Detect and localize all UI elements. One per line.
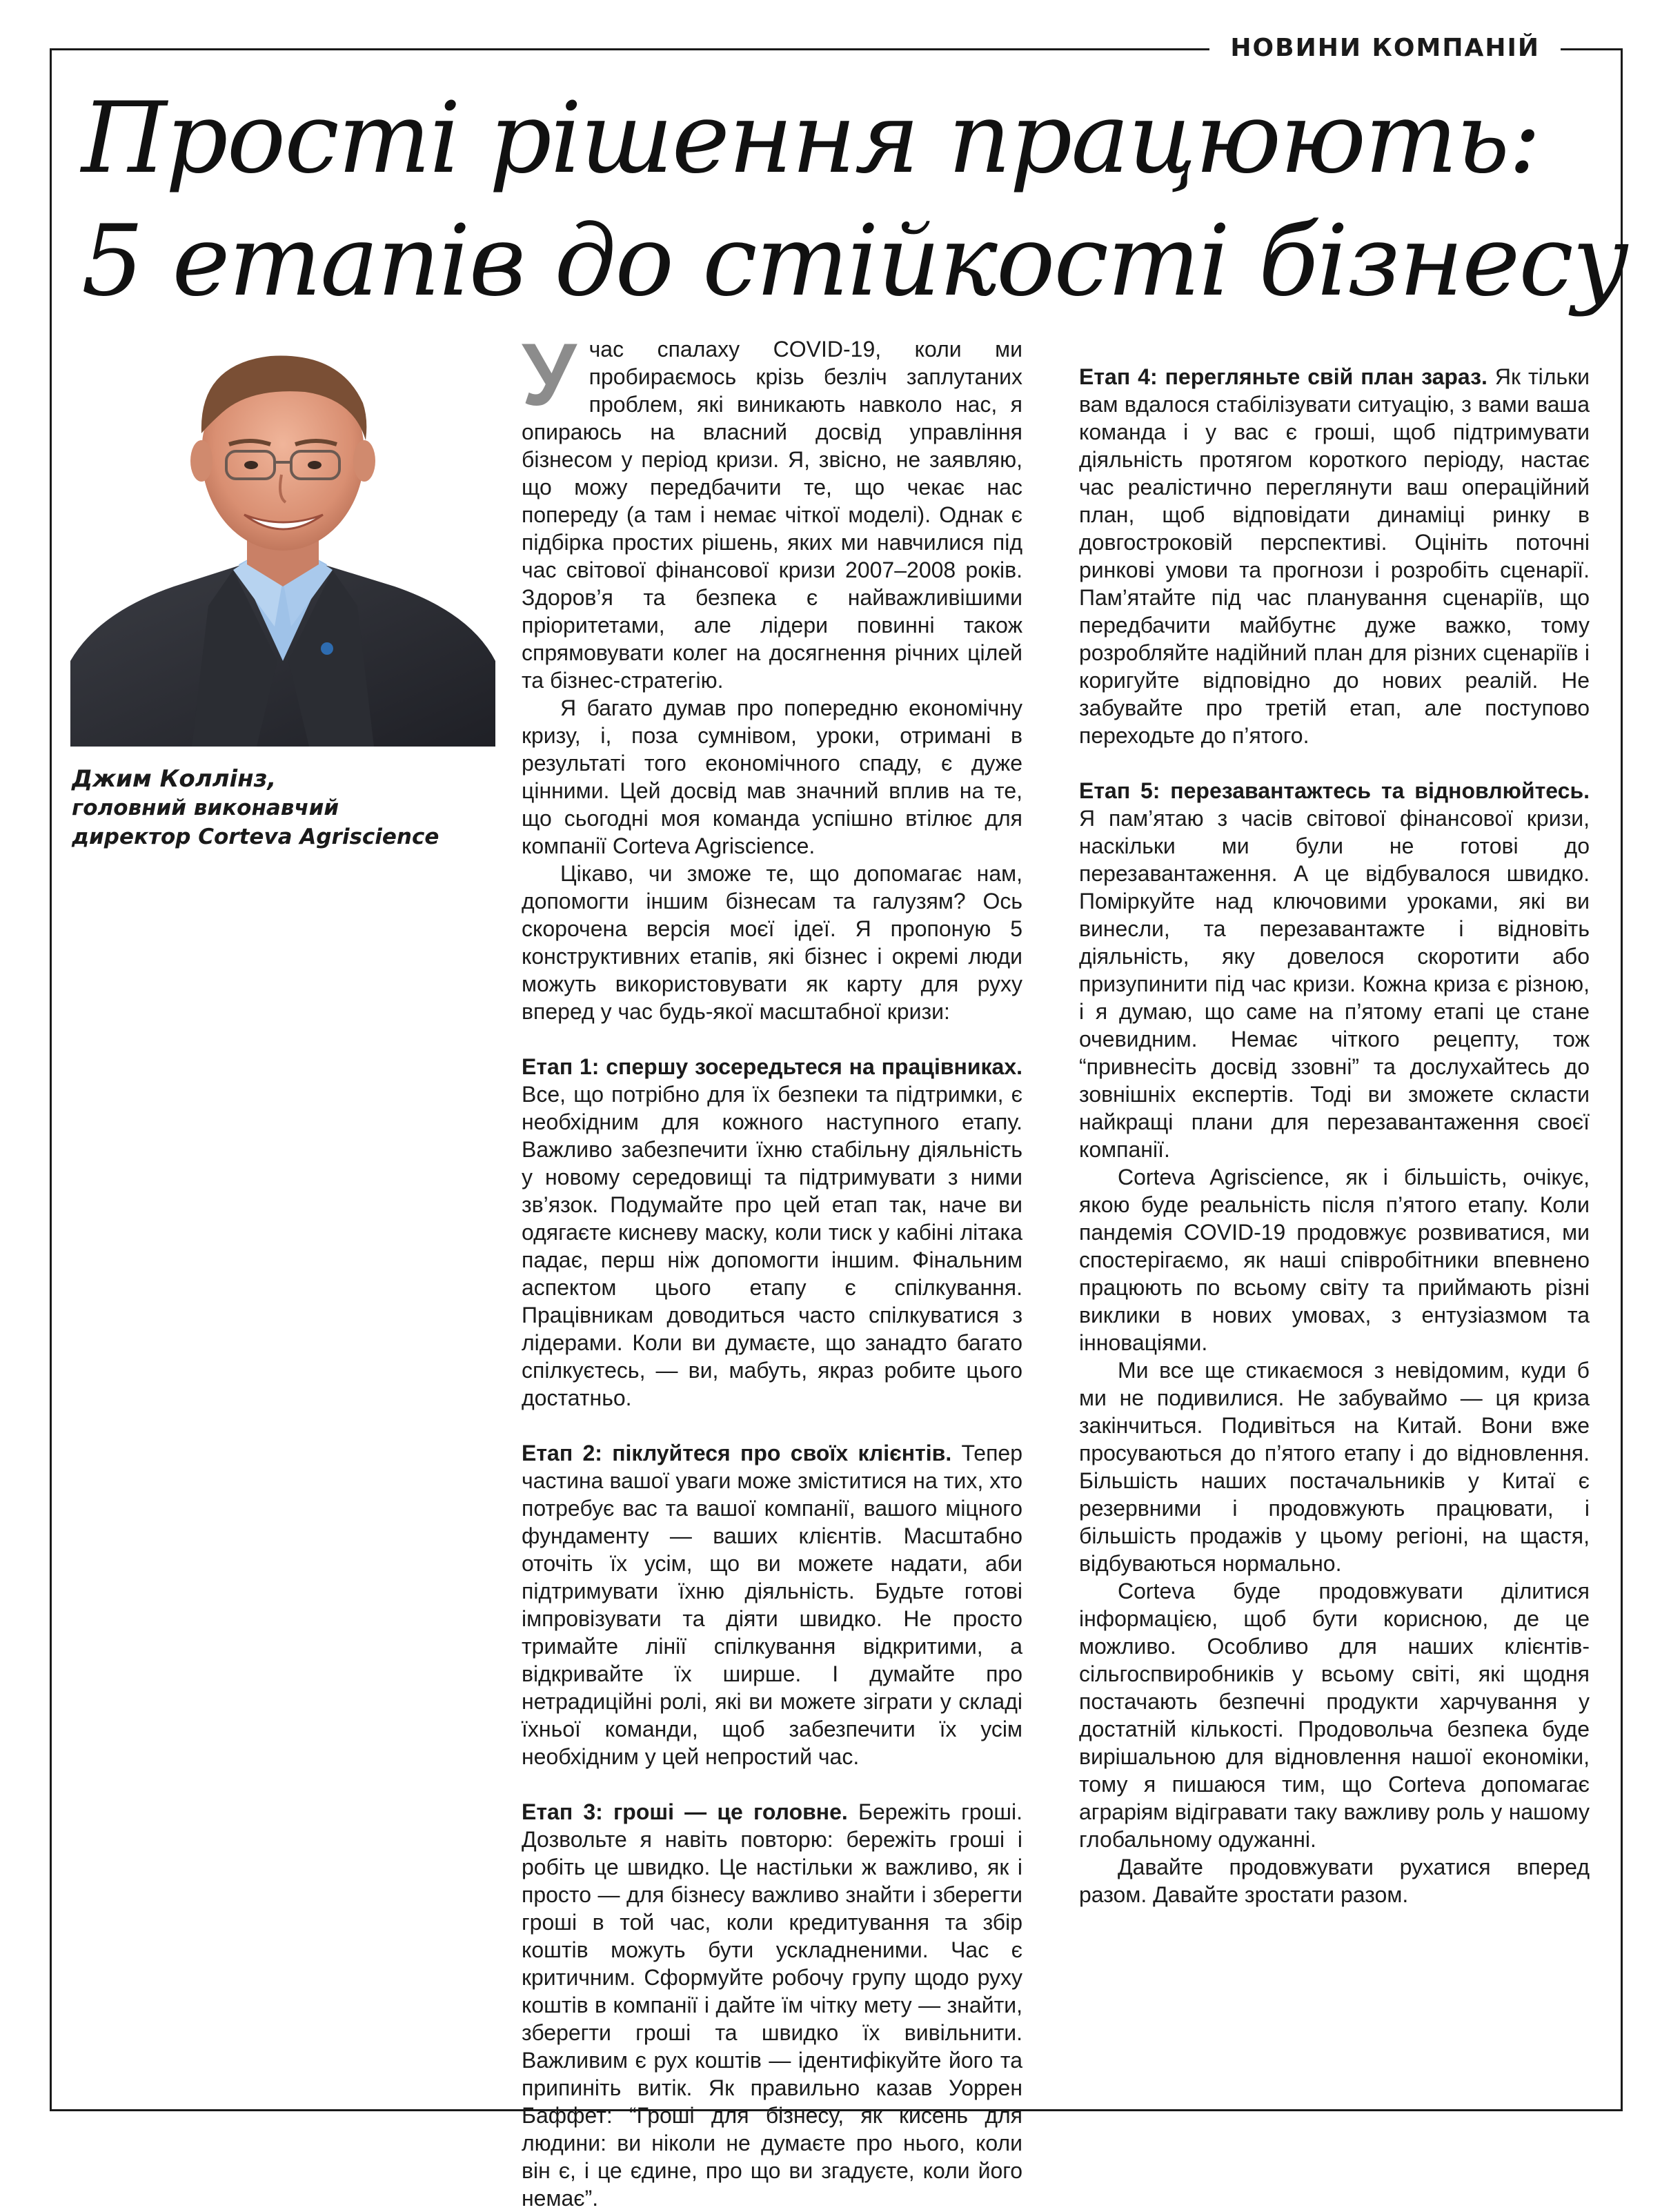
stage-1-text: Все, що потрібно для їх безпеки та підтримки, є необхідним для кожного наступного етапу. Важливо забезпечити їхню стабільну діяльність у новому середовищі та підтримувати з ними зв’язок. Подумайте про цей етап так, наче ви одягаєте кисневу маску, коли тиск у кабіні літака падає, перш ніж допомогти іншим. Фінальним аспектом цього етапу є спілкування. Працівникам доводиться часто спілкуватися з лідерами. Коли ви думаєте, що занадто багато спілкуєтесь, — ви, мабуть, якраз робите цього достатньо. xyxy=(522,1082,1022,1410)
paragraph-1: час спалаху COVID-19, коли ми пробираємось крізь безліч заплутаних проблем, які виникають навколо нас, я опираюсь на власний досвід управління бізнесом у період кризи. Я, звісно, не заявляю, що можу передбачити те, що чекає нас попереду (а там і немає чіткої моделі). Однак є підбірка простих рішень, яких ми навчилися під час світової фінансової кризи 2007–2008 років. Здоров’я та безпека є найважливішими пріоритетами, але лідери повинні також спрямовувати колег на досягнення річних цілей та бізнес-стратегію. xyxy=(522,337,1022,693)
stage-2 xyxy=(522,1439,1022,1770)
stage-5-text: Я пам’ятаю з часів світової фінансової кризи, наскільки ми були не готові до перезавантаження. А це відбувалося швидко. Поміркуйте над ключовими уроками, які ви винесли, та перезавантажте і відновіть діяльність, яку довелося скоротити або призупинити під час кризи. Кожна криза є різною, і я думаю, що саме на п’ятому етапі це стане очевидним. Немає чіткого рецепту, тож “привнесіть досвід ззовні” та дослухайтесь до зовнішніх експертів. Тоді ви зможете скласти найкращі плани для перезавантаження своєї компанії. xyxy=(1079,806,1590,1162)
stage-1 xyxy=(522,1053,1022,1412)
paragraph-after-1: Corteva Agriscience, як і більшість, очікує, якою буде реальність після п’ятого етапу. Коли пандемія COVID-19 продовжує розвиватися, ми спостерігаємо, як наші співробітники впевнено працюють по всьому світу та приймають різні виклики в нових умовах, з ентузіазмом та інноваціями. xyxy=(1079,1165,1590,1355)
caption-title: головний виконавчий директор Corteva Agriscience xyxy=(72,796,439,849)
photo-caption xyxy=(72,764,458,851)
paragraph-2: Я багато думав про попередню економічну кризу, і, поза сумнівом, уроки, отримані в результаті того економічного спаду, є дуже цінними. Цей досвід мав значний вплив на те, що сьогодні моя команда успішно втілює для компанії Corteva Agriscience. xyxy=(522,695,1022,858)
portrait-illustration xyxy=(70,337,495,747)
headline-line-1: Прості рішення працюють: xyxy=(81,81,1540,195)
paragraph-3: Цікаво, чи зможе те, що допомагає нам, допомогти іншим бізнесам та галузям? Ось скорочена версія моєї ідеї. Я пропоную 5 конструктивних етапів, які бізнес і окремі люди можуть використовувати як карту для руху вперед у час будь-якої масштабної кризи: xyxy=(522,861,1022,1024)
paragraph-after-4: Давайте продовжувати рухатися вперед разом. Давайте зростати разом. xyxy=(1079,1855,1590,1907)
article-intro xyxy=(522,326,1022,694)
author-portrait xyxy=(70,337,495,747)
drop-cap: У xyxy=(522,326,577,424)
stage-5 xyxy=(1079,777,1590,1163)
headline xyxy=(81,77,1628,323)
headline-line-2: 5 етапів до стійкості бізнесу xyxy=(81,204,1628,318)
caption-name: Джим Коллінз, xyxy=(72,765,277,793)
stage-2-text: Тепер частина вашої уваги може зміститися на тих, хто потребує вас та вашої компанії, вашого міцного фундаменту — ваших клієнтів. Масштабно оточіть їх усім, що ви можете надати, аби підтримувати їхню діяльність. Будьте готові імпровізувати та діяти швидко. Не просто тримайте лінії спілкування відкритими, а відкривайте їх ширше. І думайте про нетрадиційні ролі, які ви можете зіграти у складі їхньої команди, щоб забезпечити їх усім необхідним у цей непростий час. xyxy=(522,1441,1023,1769)
paragraph-after-2: Ми все ще стикаємося з невідомим, куди б ми не подивилися. Не забуваймо — ця криза закінчиться. Подивіться на Китай. Вони вже просуваються до п’ятого етапу і до відновлення. Більшість наших постачальників у Китаї є резервними і продовжують працювати, і більшість продажів у цьому регіоні, на щастя, відбуваються нормально. xyxy=(1079,1358,1590,1576)
stage-2-title: Етап 2: піклуйтеся про своїх клієнтів. xyxy=(522,1441,952,1465)
stage-4-title: Етап 4: перегляньте свій план зараз. xyxy=(1079,364,1487,389)
stage-4 xyxy=(1079,363,1590,749)
stage-3-text: Бережіть гроші. Дозвольте я навіть повторю: бережіть гроші і робіть це швидко. Це настільки ж важливо, як і просто — для бізнесу важливо знайти і зберегти гроші в той час, коли кредитування та збір коштів можуть бути ускладненими. Час є критичним. Сформуйте робочу групу щодо руху коштів в компанії і дайте їм чітку мету — знайти, зберегти гроші та швидко їх вивільнити. Важливим є рух коштів — ідентифікуйте його та припиніть витік. Як правильно казав Уоррен Баффет: “Гроші для бізнесу, як кисень для людини: ви ніколи не думаєте про нього, коли він є, і це єдине, про що ви згадуєте, коли його немає”. xyxy=(522,1799,1023,2211)
section-label: НОВИНИ КОМПАНІЙ xyxy=(1209,29,1561,68)
stage-4-text: Як тільки вам вдалося стабілізувати ситуацію, з вами ваша команда і у вас є гроші, щоб підтримувати діяльність протягом короткого періоду, настає час реалістично переглянути ваш операційний план, щоб відповідати динаміці ринку в довгостроковій перспективі. Оцініть поточні ринкові умови та прогнози і розробіть сценарії. Пам’ятайте під час планування сценаріїв, що передбачити майбутнє дуже важко, тому розробляйте надійний план для різних сценаріїв і коригуйте відповідно до нових реалій. Не забувайте про третій етап, але поступово переходьте до п’ятого. xyxy=(1079,364,1590,748)
stage-3 xyxy=(522,1798,1022,2212)
article-column-1 xyxy=(522,326,1023,2212)
paragraph-after-3: Corteva буде продовжувати ділитися інформацією, щоб бути корисною, де це можливо. Особливо для наших клієнтів-сільгоспвиробників у всьому світі, які щодня постачають безпечні продукти харчування у достатній кількості. Продовольча безпека буде вирішальною для відновлення нашої економіки, тому я пишаюся тим, що Corteva допомагає аграріям відігравати таку важливу роль у нашому глобальному одужанні. xyxy=(1079,1579,1590,1852)
stage-1-title: Етап 1: спершу зосередьтеся на працівниках. xyxy=(522,1054,1022,1079)
stage-3-title: Етап 3: гроші — це головне. xyxy=(522,1799,848,1824)
article-column-2 xyxy=(1079,335,1590,1908)
stage-5-title: Етап 5: перезавантажтесь та відновлюйтесь. xyxy=(1079,778,1590,803)
